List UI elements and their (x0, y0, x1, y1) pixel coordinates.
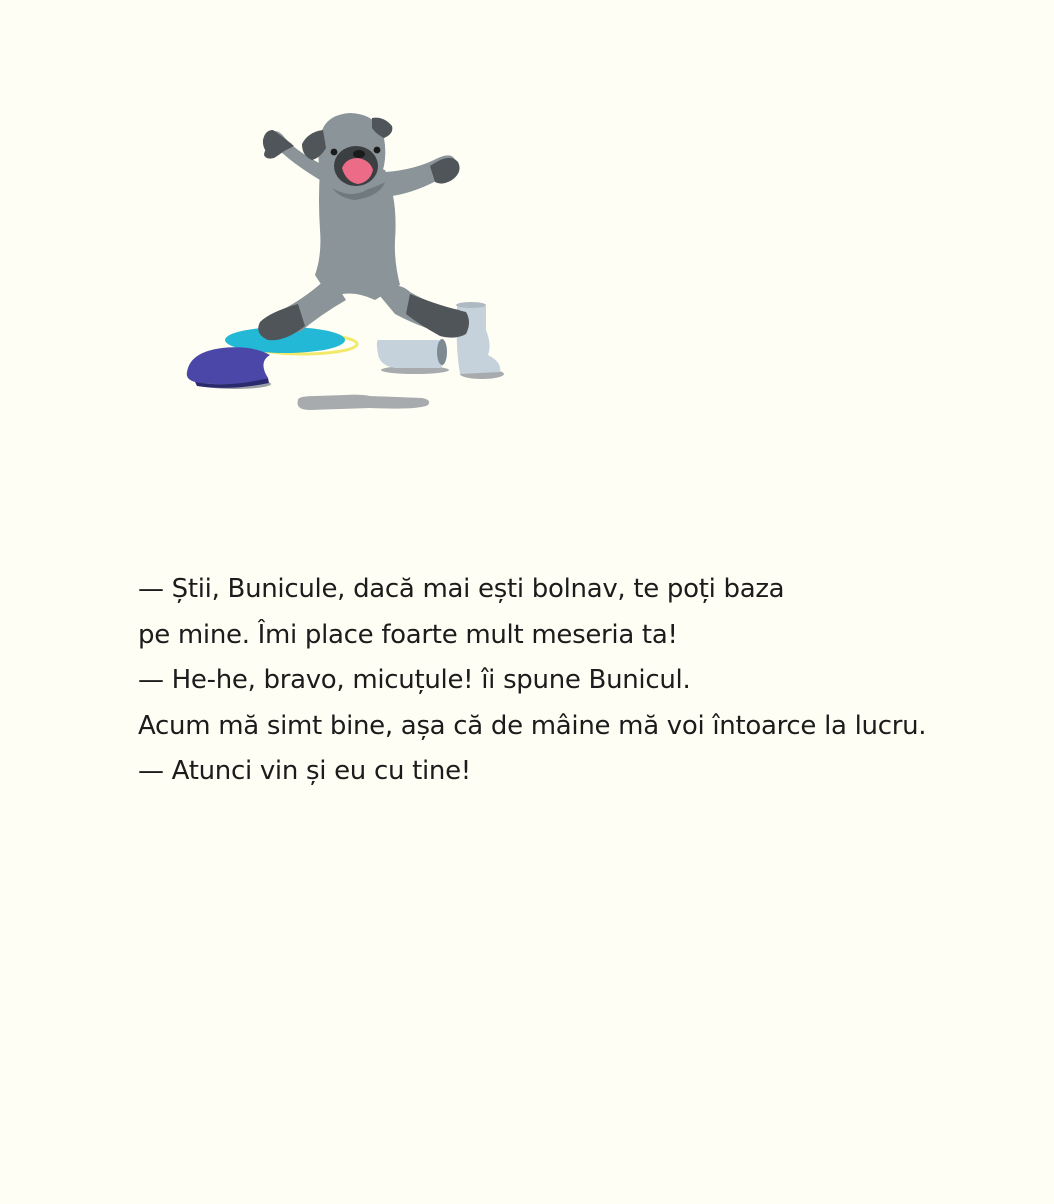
puppy-icon (258, 113, 469, 340)
fallen-boot-icon (377, 339, 449, 374)
ground-shadow (298, 395, 430, 410)
story-line-1: — Știi, Bunicule, dacă mai ești bolnav, te poți baza (138, 574, 785, 604)
puppy-illustration (170, 100, 530, 430)
story-line-3: — He-he, bravo, micuțule! îi spune Bunicul. (138, 665, 691, 695)
story-line-2: pe mine. Îmi place foarte mult meseria ta! (138, 619, 678, 650)
story-paragraph (138, 567, 1018, 795)
story-line-5: — Atunci vin și eu cu tine! (138, 756, 471, 786)
story-line-4: Acum mă simt bine, așa că de mâine mă voi întoarce la lucru. (138, 710, 927, 741)
cap-icon (187, 347, 271, 389)
